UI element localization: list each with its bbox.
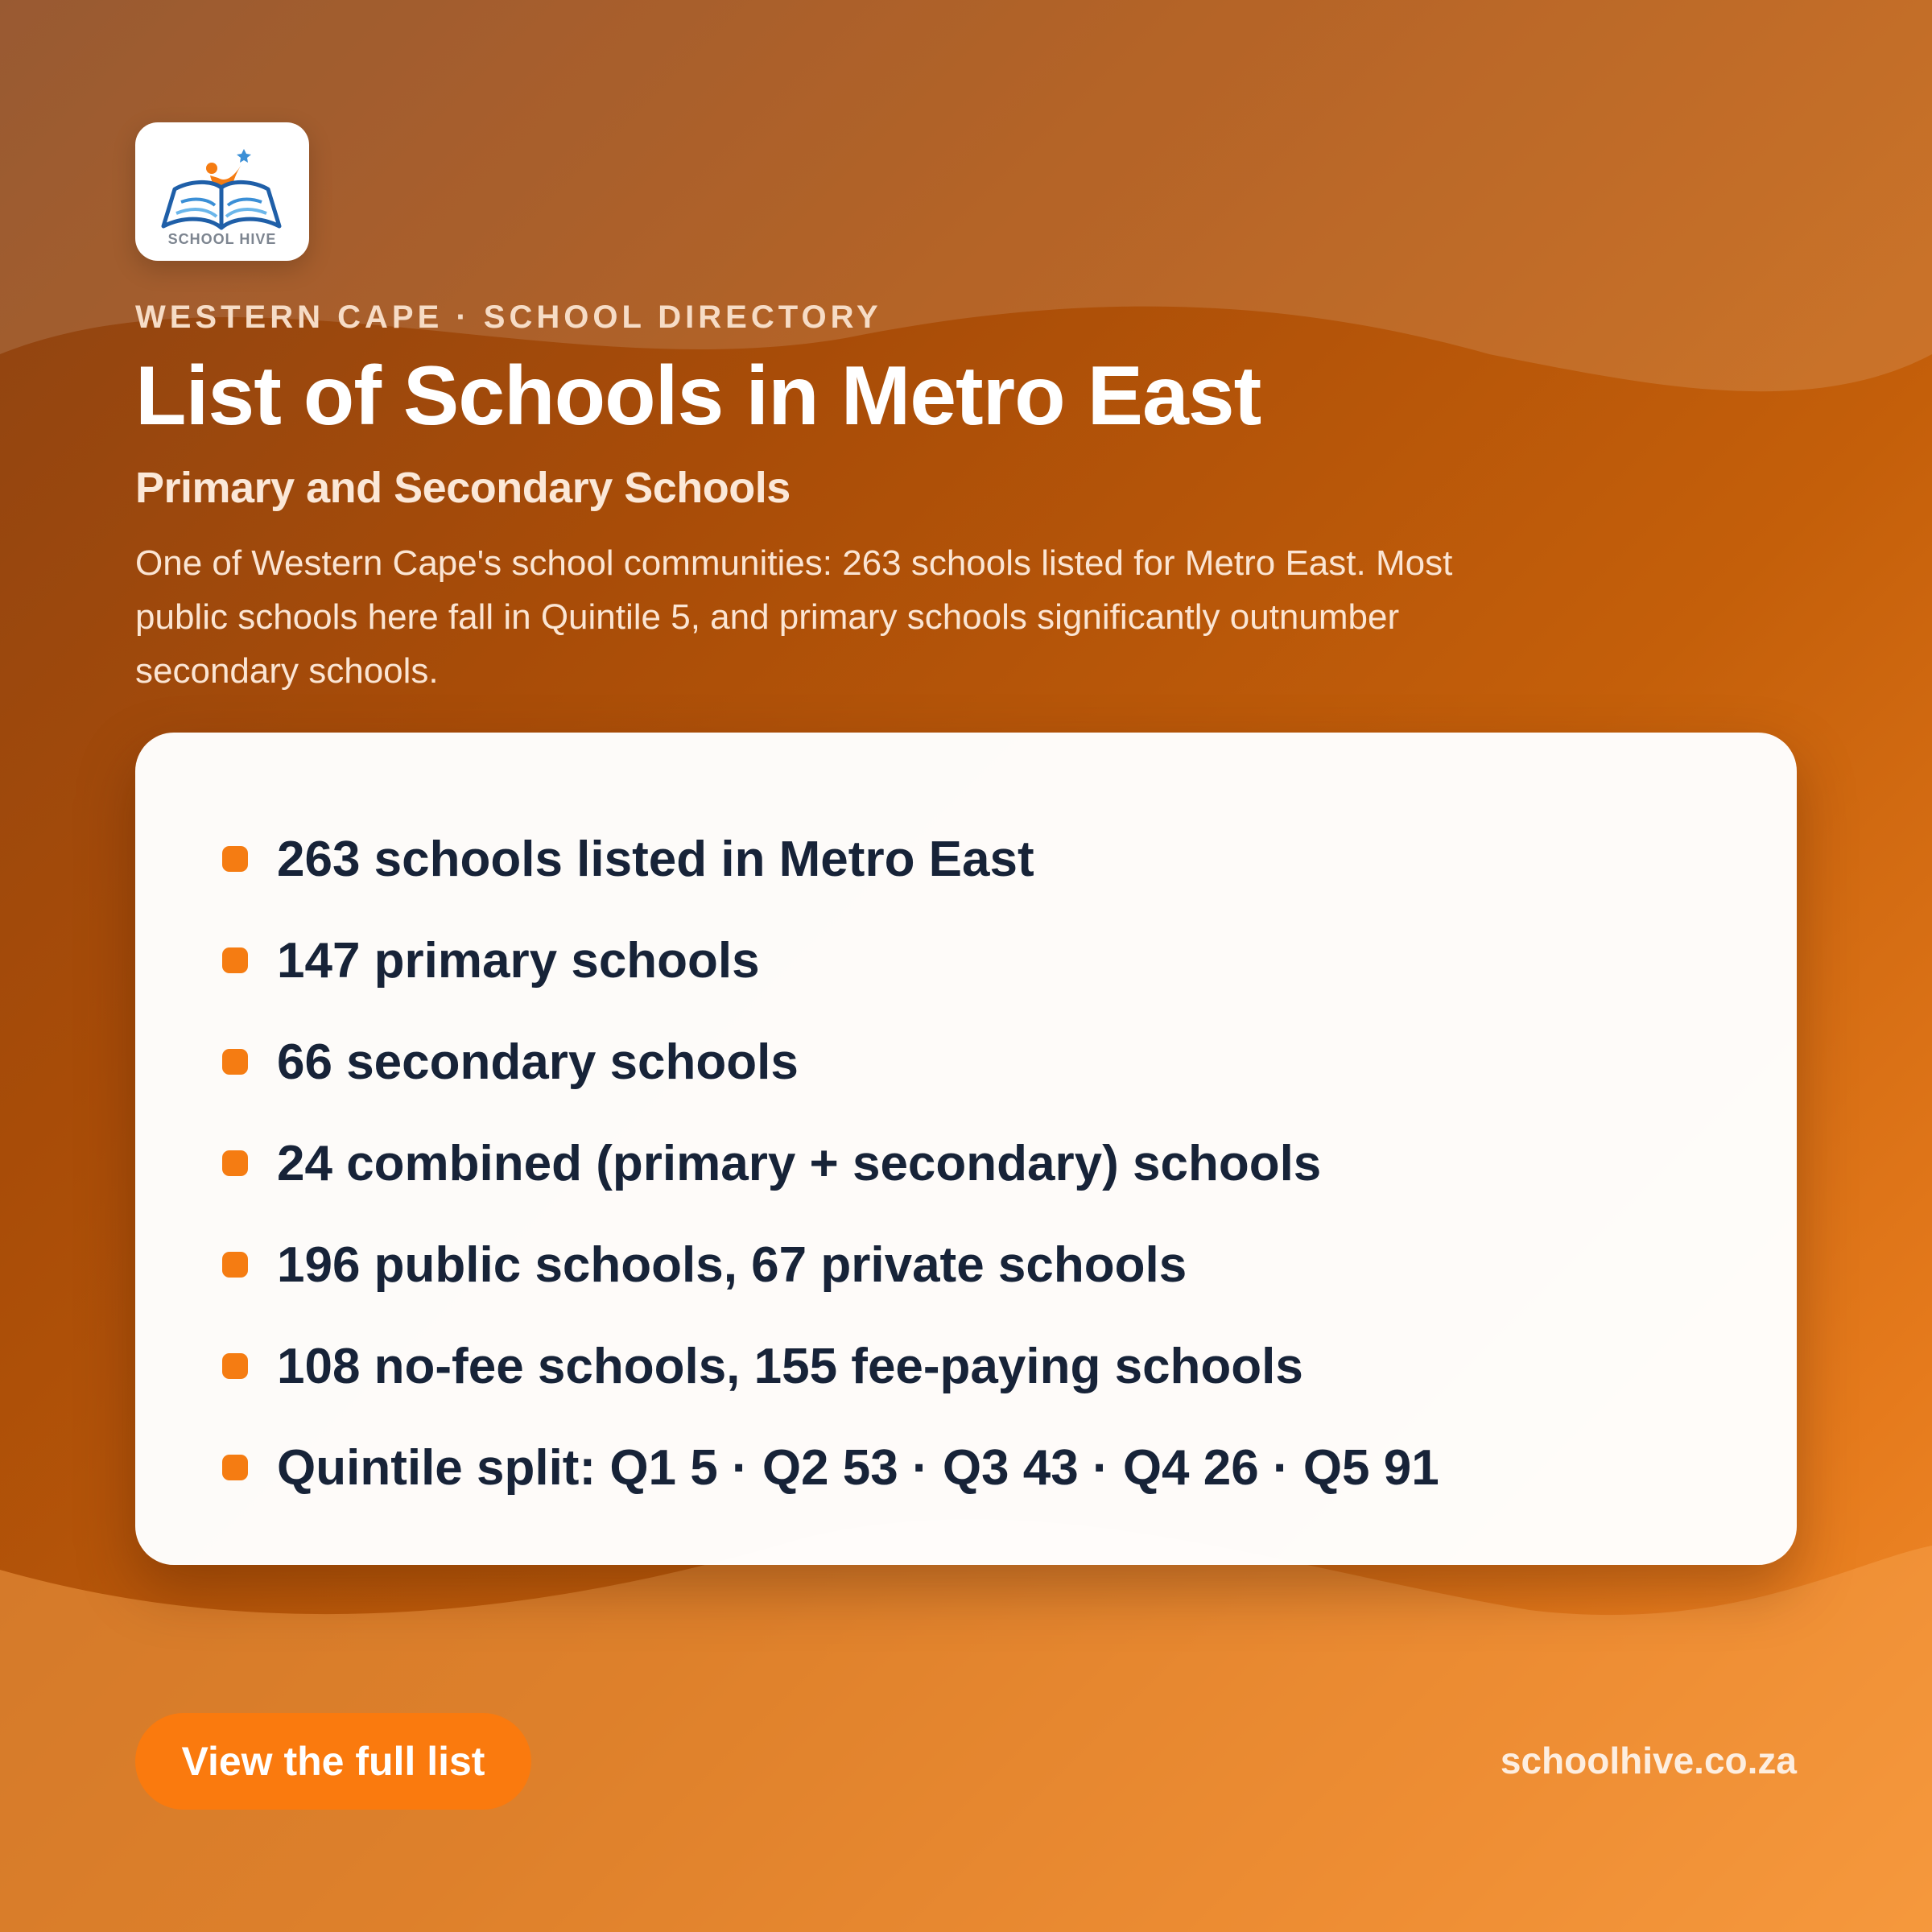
fact-text: 24 combined (primary + secondary) schools: [277, 1135, 1322, 1191]
page-description: One of Western Cape's school communities: 263 schools listed for Metro East. Most public schools here fall in Quintile 5, and primary schools significantly outnumber secondary schools.: [135, 543, 1453, 691]
section-kicker: WESTERN CAPE · SCHOOL DIRECTORY: [135, 299, 882, 335]
fact-item: [222, 1011, 1439, 1113]
bullet-icon: [222, 846, 248, 872]
facts-card: [135, 733, 1797, 1565]
open-book-icon: [154, 131, 291, 252]
fact-item: [222, 910, 1439, 1011]
bullet-icon: [222, 1049, 248, 1075]
fact-item: [222, 808, 1439, 910]
logo-name: SCHOOL HIVE: [167, 231, 277, 247]
bullet-icon: [222, 1353, 248, 1379]
fact-item: [222, 1113, 1439, 1214]
website-link[interactable]: schoolhive.co.za: [1500, 1740, 1797, 1781]
fact-text: 196 public schools, 67 private schools: [277, 1236, 1187, 1293]
bullet-icon: [222, 1455, 248, 1480]
bullet-icon: [222, 1252, 248, 1278]
bullet-icon: [222, 947, 248, 973]
facts-list: [222, 808, 1439, 1518]
page-title: List of Schools in Metro East: [135, 349, 1261, 443]
fact-text: 108 no-fee schools, 155 fee-paying schools: [277, 1338, 1303, 1394]
fact-text: 263 schools listed in Metro East: [277, 831, 1034, 887]
fact-item: [222, 1214, 1439, 1315]
fact-text: Quintile split: Q1 5 · Q2 53 · Q3 43 · Q4 26 · Q5 91: [277, 1439, 1439, 1496]
fact-item: [222, 1417, 1439, 1518]
page-subtitle: Primary and Secondary Schools: [135, 464, 791, 512]
fact-text: 66 secondary schools: [277, 1034, 799, 1090]
fact-item: [222, 1315, 1439, 1417]
fact-text: 147 primary schools: [277, 932, 760, 989]
bullet-icon: [222, 1150, 248, 1176]
logo: [135, 122, 309, 261]
view-full-list-button[interactable]: View the full list: [135, 1713, 531, 1810]
